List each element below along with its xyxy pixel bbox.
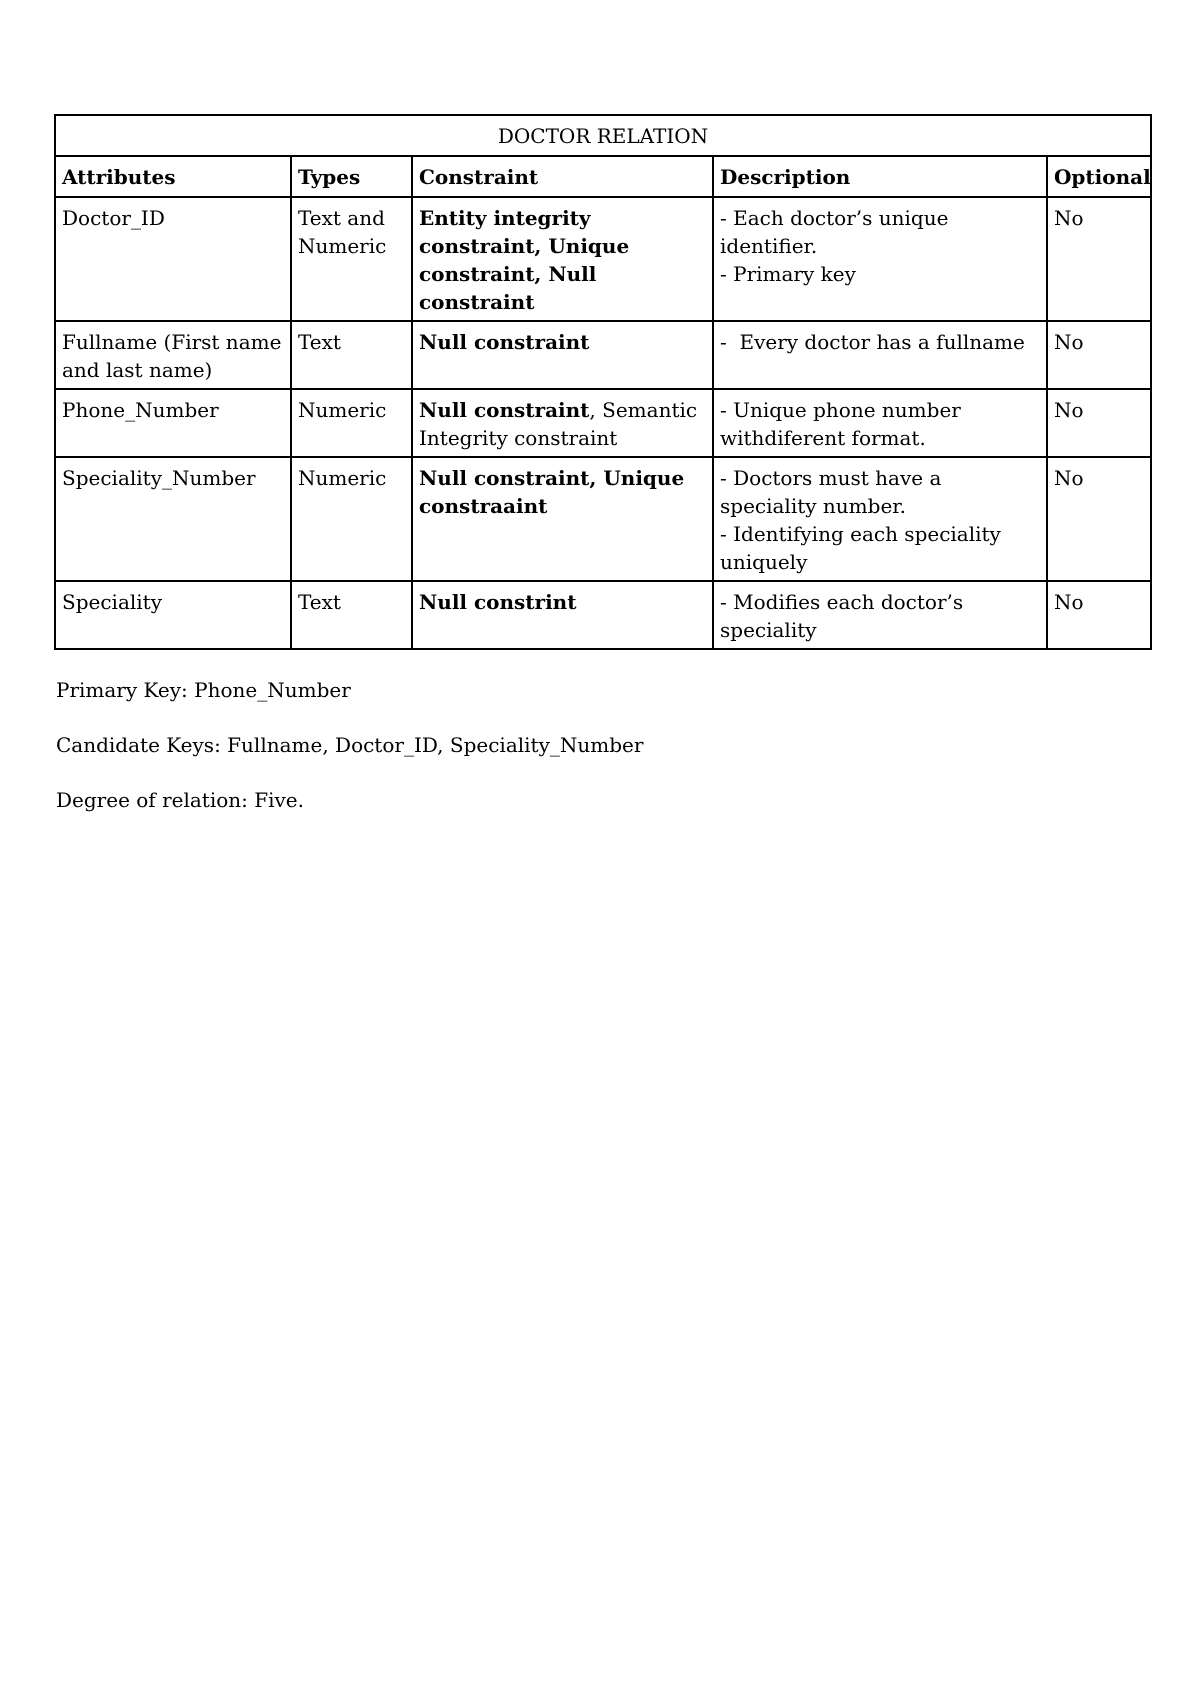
relation-notes — [56, 676, 643, 841]
cell-constraint — [412, 197, 713, 321]
header-optional: Optional — [1047, 156, 1151, 197]
degree-note: Degree of relation: Five. — [56, 788, 304, 812]
cell-type: Numeric — [291, 457, 412, 581]
cell-optional: No — [1047, 197, 1151, 321]
cell-constraint — [412, 581, 713, 649]
cell-type: Text and Numeric — [291, 197, 412, 321]
description-line: - Doctors must have a speciality number. — [720, 466, 942, 518]
cell-constraint — [412, 457, 713, 581]
cell-attribute: Fullname (First name and last name) — [55, 321, 291, 389]
description-line: - Identifying each speciality uniquely — [720, 522, 1001, 574]
constraint-bold: Null constrint — [419, 590, 577, 614]
description-line: - Primary key — [720, 262, 856, 286]
cell-attribute: Doctor_ID — [55, 197, 291, 321]
constraint-bold: Null constraint — [419, 330, 590, 354]
description-line: - Each doctor’s unique identifier. — [720, 206, 949, 258]
cell-description — [713, 197, 1047, 321]
table-row — [55, 389, 1151, 457]
table-row — [55, 581, 1151, 649]
cell-constraint — [412, 321, 713, 389]
cell-optional: No — [1047, 457, 1151, 581]
header-description: Description — [713, 156, 1047, 197]
cell-description — [713, 581, 1047, 649]
constraint-bold: Entity integrity constraint, Unique constraint, Null constraint — [419, 206, 630, 314]
constraint-rest: , Semantic Integrity constraint — [419, 398, 698, 450]
table-row — [55, 321, 1151, 389]
cell-constraint — [412, 389, 713, 457]
cell-attribute: Phone_Number — [55, 389, 291, 457]
cell-optional: No — [1047, 581, 1151, 649]
cell-attribute: Speciality_Number — [55, 457, 291, 581]
cell-description — [713, 389, 1047, 457]
cell-description — [713, 457, 1047, 581]
constraint-bold: Null constraint, Unique constraaint — [419, 466, 685, 518]
description-line: - Unique phone number withdiferent format. — [720, 398, 961, 450]
cell-optional: No — [1047, 321, 1151, 389]
primary-key-note: Primary Key: Phone_Number — [56, 678, 351, 702]
constraint-bold: Null constraint — [419, 398, 590, 422]
header-attributes: Attributes — [55, 156, 291, 197]
doctor-relation-table — [54, 114, 1152, 650]
candidate-keys-note: Candidate Keys: Fullname, Doctor_ID, Speciality_Number — [56, 733, 644, 757]
cell-attribute: Speciality — [55, 581, 291, 649]
header-types: Types — [291, 156, 412, 197]
cell-type: Text — [291, 581, 412, 649]
header-constraint: Constraint — [412, 156, 713, 197]
cell-optional: No — [1047, 389, 1151, 457]
cell-type: Numeric — [291, 389, 412, 457]
description-line: - Modifies each doctor’s speciality — [720, 590, 964, 642]
cell-description — [713, 321, 1047, 389]
table-row — [55, 197, 1151, 321]
cell-type: Text — [291, 321, 412, 389]
table-row — [55, 457, 1151, 581]
table-title: DOCTOR RELATION — [55, 115, 1151, 156]
description-line: - Every doctor has a fullname — [720, 330, 1025, 354]
